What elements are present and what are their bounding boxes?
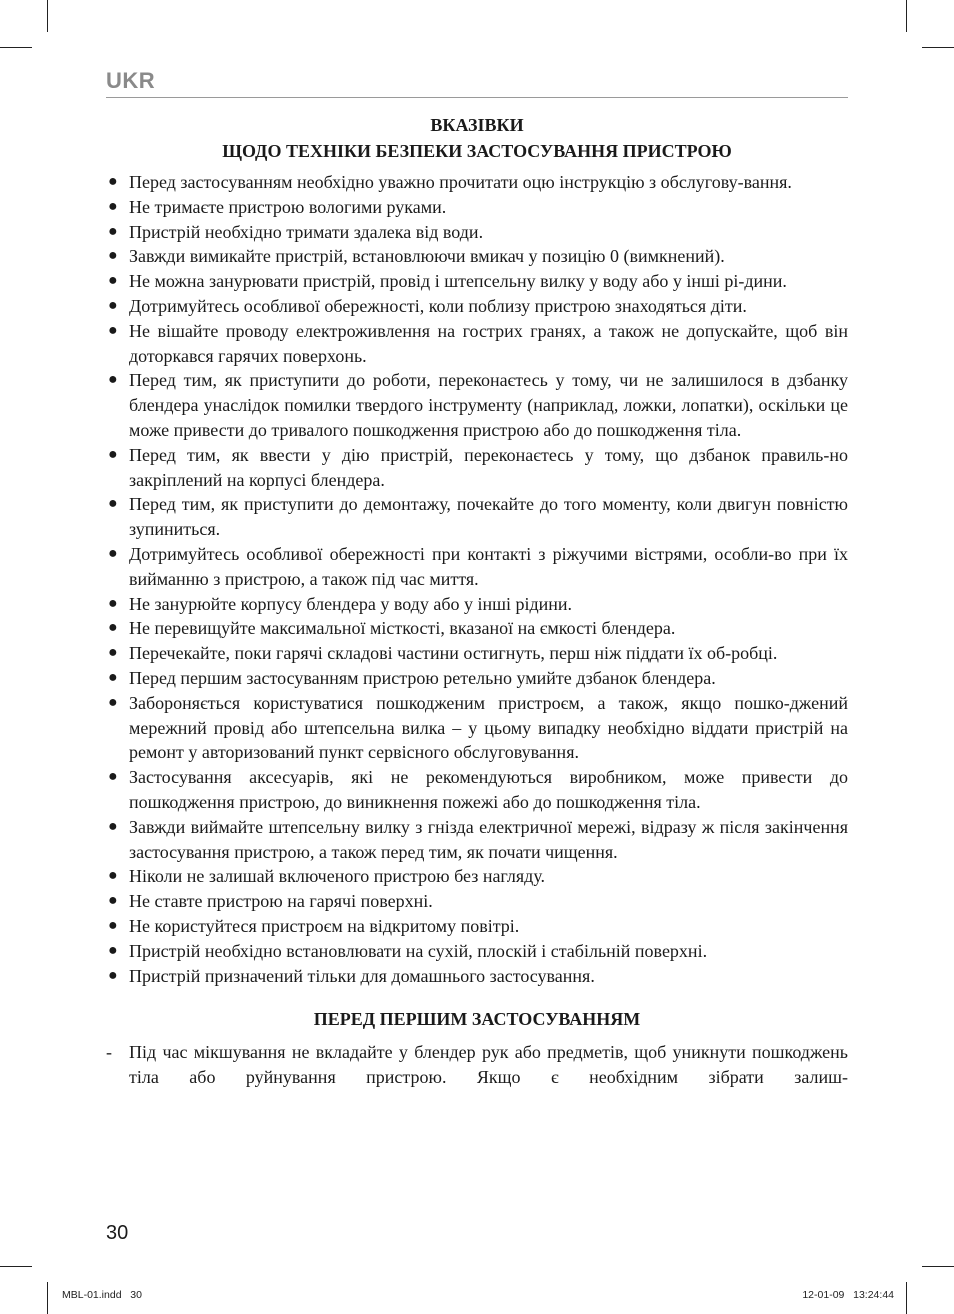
bullet-icon: ● (108, 321, 118, 339)
list-item (106, 964, 848, 989)
list-item-text: Не тримаєте пристрою вологими руками. (129, 196, 447, 217)
bullet-icon: ● (108, 173, 118, 190)
bullet-icon: ● (108, 445, 118, 463)
bullet-icon: ● (108, 817, 118, 835)
list-item-text: Дотримуйтесь особливої обережності, коли поблизу пристрою знаходяться діти. (129, 295, 747, 316)
bullet-icon: ● (108, 272, 118, 290)
list-item-text: Забороняється користуватися пошкодженим пристроєм, а також, якщо пошко-джений мережний провід або штепсельна вилка – у цьому випадку необхідно віддати пристрій на ремонт у авторизований пункт сервісного обслуговування. (129, 692, 848, 763)
list-item-text: Пристрій необхідно тримати здалека від води. (129, 221, 484, 242)
list-item (106, 170, 848, 195)
dash-marker: - (106, 1042, 112, 1063)
list-item-text: Перед тим, як ввести у дію пристрій, переконаєтесь у тому, що дзбанок правиль-но закріплений на корпусі блендера. (129, 444, 848, 490)
crop-mark-bottom-right-h (922, 1266, 954, 1267)
crop-mark-bottom-right (906, 1282, 907, 1314)
list-item (106, 195, 848, 220)
safety-list (106, 170, 848, 988)
crop-mark-top-right (906, 0, 907, 32)
list-item (106, 294, 848, 319)
bullet-icon: ● (108, 892, 118, 910)
bullet-icon: ● (108, 197, 118, 215)
list-item (106, 368, 848, 442)
safety-heading (106, 112, 848, 164)
bullet-icon: ● (108, 966, 118, 984)
list-item (106, 765, 848, 815)
list-item-text: Перед тим, як приступити до демонтажу, почекайте до того моменту, коли двигун повністю зупиниться. (129, 494, 848, 540)
list-item-text: Не користуйтеся пристроєм на відкритому повітрі. (129, 915, 520, 936)
list-item-text: Не перевищуйте максимальної місткості, вказаної на ємкості блендера. (129, 618, 676, 639)
list-item-text: Перечекайте, поки гарячі складові частини остигнуть, перш ніж піддати їх об-робці. (129, 643, 778, 664)
bullet-icon: ● (108, 495, 118, 513)
list-item (106, 443, 848, 493)
first-use-list (106, 1040, 848, 1090)
list-item-text: Завжди виймайте штепсельну вилку з гнізда електричної мережі, відразу ж після закінчення застосування пристрою, а також перед тим, як почати чищення. (129, 816, 848, 862)
bullet-icon: ● (108, 941, 118, 959)
list-item-text: Перед застосуванням необхідно уважно прочитати оцю інструкцію з обслугову-вання. (129, 172, 792, 192)
bullet-icon: ● (108, 768, 118, 786)
list-item-text: Не ставте пристрою на гарячі поверхні. (129, 891, 433, 912)
list-item (106, 616, 848, 641)
bullet-icon: ● (108, 644, 118, 662)
crop-mark-top-left-h (0, 47, 32, 48)
bullet-icon: ● (108, 668, 118, 686)
list-item (106, 269, 848, 294)
list-item-text: Не вішайте проводу електроживлення на гострих гранях, а також не допускайте, щоб він доторкався гарячих поверхонь. (129, 320, 848, 366)
list-item-text: Застосування аксесуарів, які не рекомендуються виробником, може привести до пошкодження пристрою, до виникнення пожежі або до пошкодження тіла. (129, 767, 848, 812)
crop-mark-bottom-left-h (0, 1266, 32, 1267)
list-item-text: Завжди вимикайте пристрій, встановлюючи вмикач у позицію 0 (вимкнений). (129, 246, 725, 267)
list-item (106, 220, 848, 245)
bullet-icon: ● (108, 916, 118, 934)
safety-heading-line1: ВКАЗІВКИ (430, 115, 524, 135)
list-item-text: Перед першим застосуванням пристрою ретельно умийте дзбанок блендера. (129, 667, 716, 688)
bullet-icon: ● (108, 594, 118, 612)
list-item (106, 641, 848, 666)
list-item (106, 815, 848, 865)
list-item-text: Не можна занурювати пристрій, провід і штепсельну вилку у воду або у інші рі-дини. (129, 271, 787, 292)
list-item-text: Перед тим, як приступити до роботи, переконаєтесь у тому, чи не залишилося в дзбанку блендера унаслідок помилки твердого інструменту (наприклад, ложки, лопатки), оскільки це може привести до тривалого пошкодження пристрою або до пошкодження тіла. (129, 370, 848, 440)
list-item (106, 666, 848, 691)
list-item (106, 864, 848, 889)
list-item-text: Пристрій призначений тільки для домашнього застосування. (129, 965, 595, 986)
list-item-text: Ніколи не залишай включеного пристрою без нагляду. (129, 866, 546, 887)
bullet-icon: ● (108, 296, 118, 314)
list-item-text: Дотримуйтесь особливої обережності при контакті з ріжучими вістрями, особли-во при їх вийманню з пристрою, а також під час миття. (129, 543, 848, 589)
page-content (106, 112, 848, 1090)
bullet-icon: ● (108, 371, 118, 389)
language-label: UKR (106, 68, 156, 93)
bullet-icon: ● (108, 693, 118, 711)
page-number: 30 (106, 1222, 129, 1244)
list-item (106, 592, 848, 617)
list-item (106, 542, 848, 592)
list-item (106, 492, 848, 542)
bullet-icon: ● (108, 544, 118, 562)
header-divider (106, 97, 848, 98)
crop-mark-bottom-left (47, 1282, 48, 1314)
bullet-icon: ● (108, 247, 118, 265)
bullet-icon: ● (108, 619, 118, 637)
list-item (106, 914, 848, 939)
crop-mark-top-right-h (922, 47, 954, 48)
slug-timestamp: 12-01-09 13:24:44 (802, 1289, 894, 1301)
list-item-text: Під час мікшування не вкладайте у блендер рук або предметів, щоб уникнути пошкоджень тіла або руйнування пристрою. Якщо є необхідним зібрати залиш- (129, 1042, 848, 1088)
safety-heading-line2: ЩОДО ТЕХНІКИ БЕЗПЕКИ ЗАСТОСУВАННЯ ПРИСТРОЮ (222, 141, 732, 161)
list-item (106, 939, 848, 964)
slug-file-info: MBL-01.indd 30 (62, 1289, 142, 1301)
first-use-heading: ПЕРЕД ПЕРШИМ ЗАСТОСУВАННЯМ (313, 1009, 641, 1030)
list-item (106, 1040, 848, 1090)
list-item (106, 691, 848, 765)
bullet-icon: ● (108, 222, 118, 240)
list-item-text: Пристрій необхідно встановлювати на сухій, плоскій і стабільній поверхні. (129, 940, 708, 961)
crop-mark-top-left (47, 0, 48, 32)
list-item (106, 244, 848, 269)
list-item (106, 889, 848, 914)
list-item-text: Не занурюйте корпусу блендера у воду або у інші рідини. (129, 593, 573, 614)
list-item (106, 319, 848, 369)
bullet-icon: ● (108, 867, 118, 885)
